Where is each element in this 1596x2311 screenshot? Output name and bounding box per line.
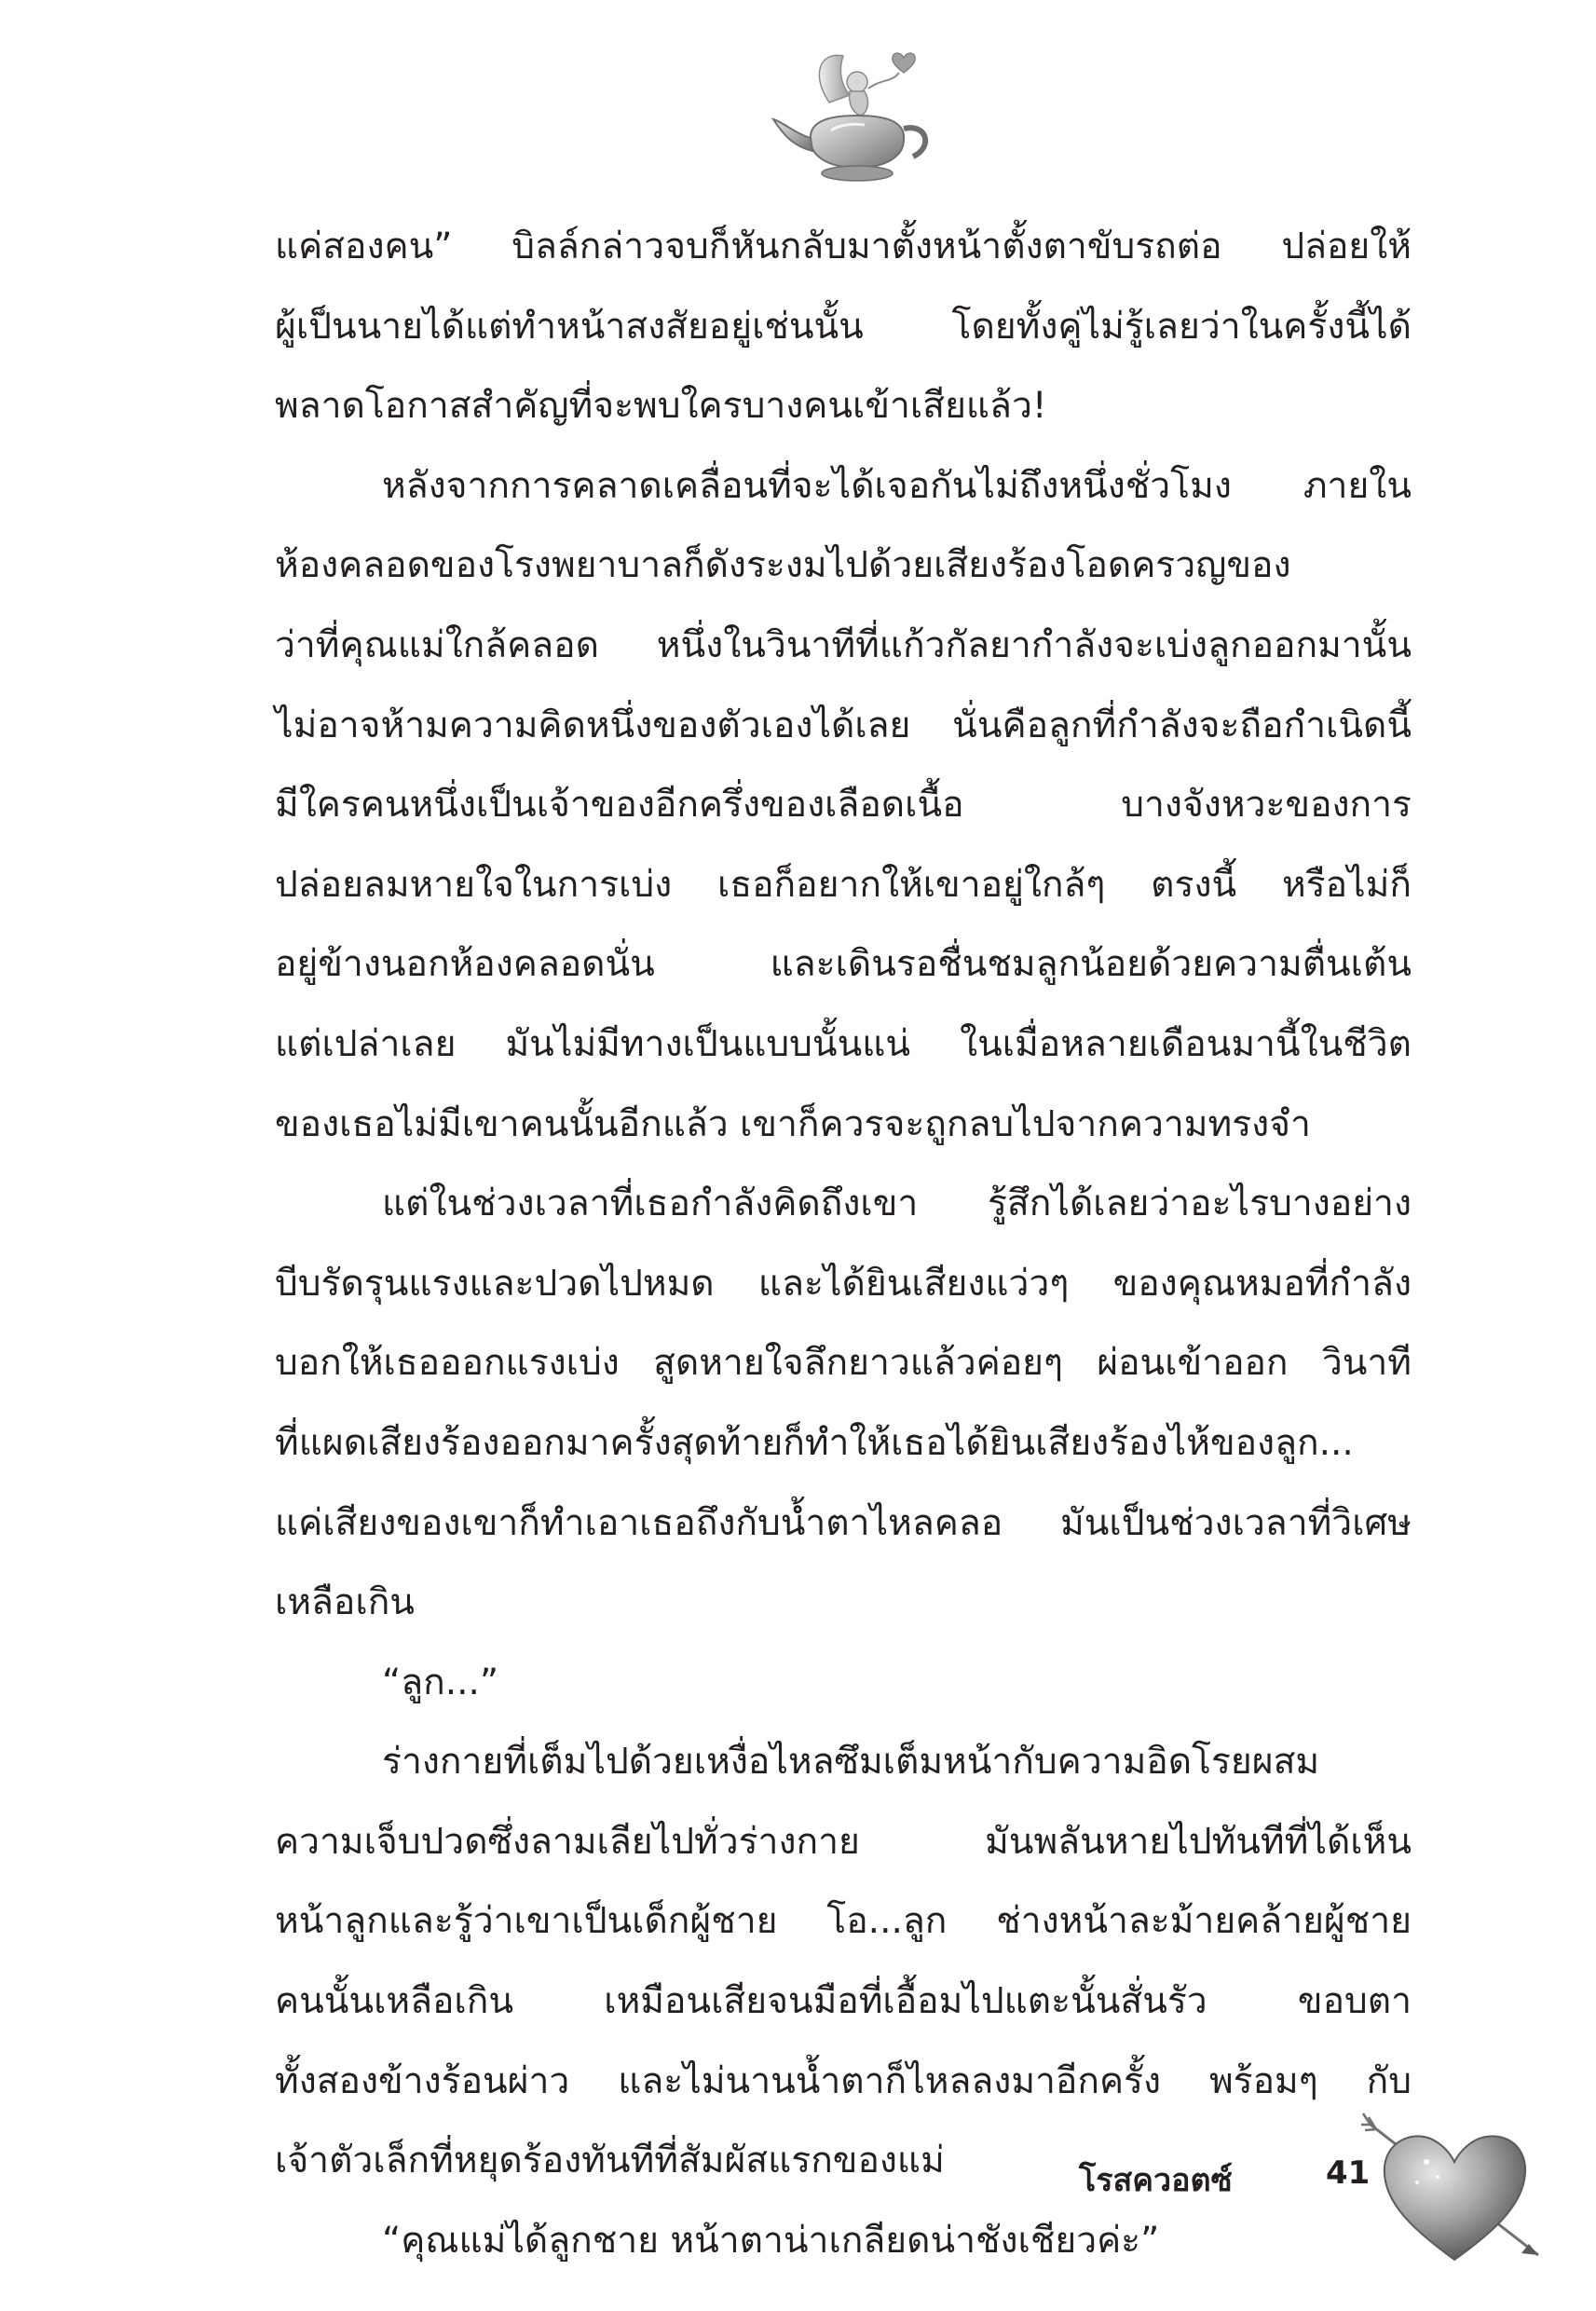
text-line: แค่เสียงของเขาก็ทำเอาเธอถึงกับน้ำตาไหลคลอ มันเป็นช่วงเวลาที่วิเศษ: [275, 1501, 1412, 1544]
page-number: 41: [1326, 2154, 1371, 2192]
heart-arrow-icon: [1361, 2097, 1548, 2274]
text-line: หน้าลูกและรู้ว่าเขาเป็นเด็กผู้ชาย โอ...ลูก ช่างหน้าละม้ายคล้ายผู้ชาย: [275, 1900, 1412, 1943]
text-line: มีใครคนหนึ่งเป็นเจ้าของอีกครึ่งของเลือดเนื้อ บางจังหวะของการ: [275, 784, 1412, 827]
text-line: ผู้เป็นนายได้แต่ทำหน้าสงสัยอยู่เช่นนั้น โดยทั้งคู่ไม่รู้เลยว่าในครั้งนี้ได้: [275, 305, 1412, 348]
text-line: ห้องคลอดของโรงพยาบาลก็ดังระงมไปด้วยเสียงร้องโอดครวญของ: [275, 544, 1291, 587]
text-line: แต่ในช่วงเวลาที่เธอกำลังคิดถึงเขา รู้สึกได้เลยว่าอะไรบางอย่าง: [382, 1183, 1412, 1225]
text-line: หลังจากการคลาดเคลื่อนที่จะได้เจอกันไม่ถึงหนึ่งชั่วโมง ภายใน: [382, 464, 1412, 507]
text-line: เจ้าตัวเล็กที่หยุดร้องทันทีที่สัมผัสแรกของแม่: [275, 2140, 945, 2182]
text-line: อยู่ข้างนอกห้องคลอดนั่น และเดินรอชื่นชมลูกน้อยด้วยความตื่นเต้น: [275, 943, 1412, 986]
text-line: “คุณแม่ได้ลูกชาย หน้าตาน่าเกลียดน่าชังเชียวค่ะ”: [382, 2219, 1160, 2262]
book-title: โรสควอตซ์: [1079, 2162, 1233, 2199]
text-line: “ลูก...”: [382, 1661, 499, 1703]
text-line: เหลือเกิน: [275, 1581, 415, 1624]
text-line: บีบรัดรุนแรงและปวดไปหมด และได้ยินเสียงแว่วๆ ของคุณหมอที่กำลัง: [275, 1262, 1412, 1305]
text-line: ปล่อยลมหายใจในการเบ่ง เธอก็อยากให้เขาอยู่ใกล้ๆ ตรงนี้ หรือไม่ก็: [275, 863, 1412, 906]
text-line: คนนั้นเหลือเกิน เหมือนเสียจนมือที่เอื้อมไปแตะนั้นสั่นรัว ขอบตา: [275, 1980, 1412, 2023]
text-line: พลาดโอกาสสำคัญที่จะพบใครบางคนเข้าเสียแล้ว!: [275, 385, 1047, 428]
text-line: ไม่อาจห้ามความคิดหนึ่งของตัวเองได้เลย นั่นคือลูกที่กำลังจะถือกำเนิดนี้: [275, 704, 1412, 746]
text-line: ร่างกายที่เต็มไปด้วยเหงื่อไหลซึมเต็มหน้ากับความอิดโรยผสม: [382, 1741, 1320, 1784]
teapot-cupid-ornament-icon: [764, 37, 950, 205]
text-line: ความเจ็บปวดซึ่งลามเลียไปทั่วร่างกาย มันพลันหายไปทันทีที่ได้เห็น: [275, 1820, 1412, 1863]
body-text: [275, 207, 1412, 2280]
text-line: แค่สองคน” บิลล์กล่าวจบก็หันกลับมาตั้งหน้าตั้งตาขับรถต่อ ปล่อยให้: [275, 226, 1412, 267]
page-footer: [1037, 2097, 1596, 2274]
text-line: ของเธอไม่มีเขาคนนั้นอีกแล้ว เขาก็ควรจะถูกลบไปจากความทรงจำ: [275, 1102, 1311, 1145]
text-line: ที่แผดเสียงร้องออกมาครั้งสุดท้ายก็ทำให้เธอได้ยินเสียงร้องไห้ของลูก...: [275, 1421, 1354, 1464]
text-line: ว่าที่คุณแม่ใกล้คลอด หนึ่งในวินาทีที่แก้วกัลยากำลังจะเบ่งลูกออกมานั้น: [275, 623, 1412, 666]
text-line: บอกให้เธอออกแรงเบ่ง สูดหายใจลึกยาวแล้วค่อยๆ ผ่อนเข้าออก วินาที: [275, 1342, 1412, 1385]
text-line: ทั้งสองข้างร้อนผ่าว และไม่นานน้ำตาก็ไหลลงมาอีกครั้ง พร้อมๆ กับ: [275, 2059, 1412, 2102]
text-line: แต่เปล่าเลย มันไม่มีทางเป็นแบบนั้นแน่ ในเมื่อหลายเดือนมานี้ในชีวิต: [275, 1022, 1412, 1065]
